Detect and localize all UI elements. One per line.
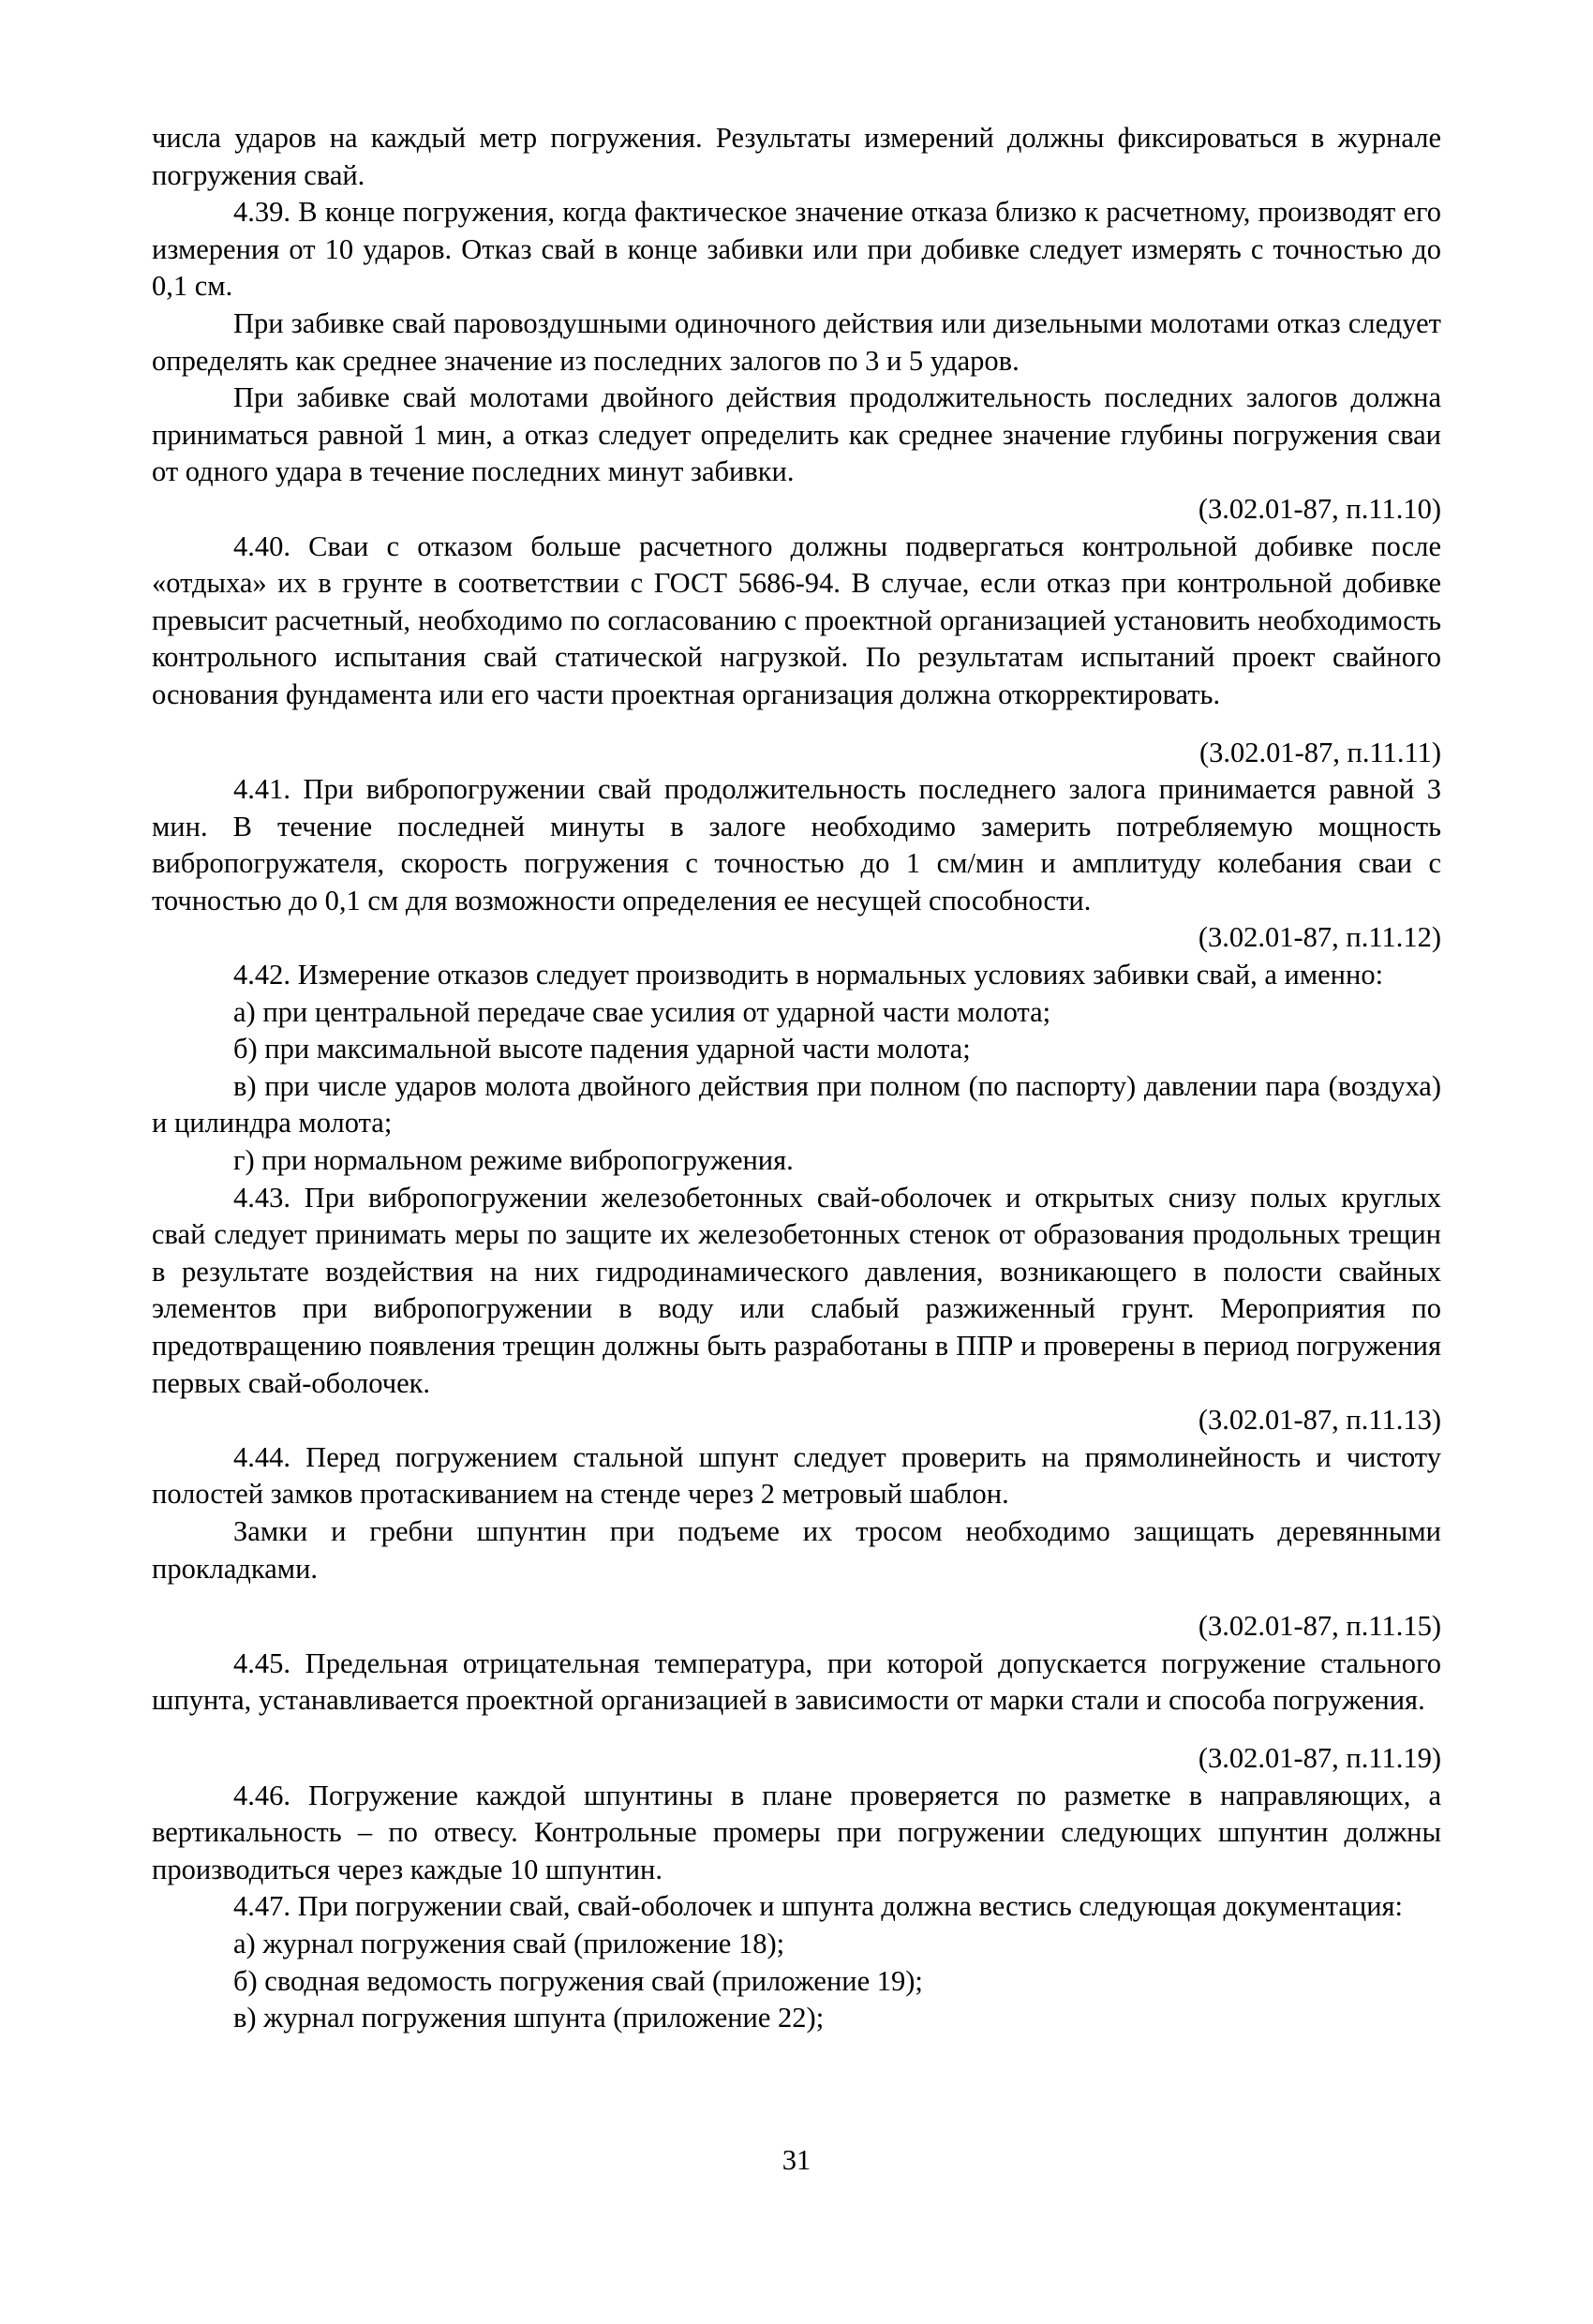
paragraph-4-43: 4.43. При вибропогружении железобетонных свай-оболочек и открытых снизу полых круглых свай следует принимать меры по защите их железобетонных стенок от образования продольных трещин в результате воздействия на них гидродинамического давления, возникающего в полости свайных элементов при вибропогружении в воду или слабый разжиженный грунт. Мероприятия по предотвращению появления трещин должны быть разработаны в ППР и проверены в период погружения первых свай-оболочек. <box>152 1181 1441 1399</box>
reference-11-13: (3.02.01-87, п.11.13) <box>1198 1404 1441 1437</box>
reference-11-11: (3.02.01-87, п.11.11) <box>1198 736 1441 768</box>
list-item-4-42-g: г) при нормальном режиме вибропогружения. <box>233 1144 794 1177</box>
list-item-4-42-b: б) при максимальной высоте падения ударной части молота; <box>233 1033 971 1065</box>
list-item-4-47-b: б) сводная ведомость погружения свай (приложение 19); <box>233 1964 923 1997</box>
paragraph-4-40: 4.40. Сваи с отказом больше расчетного должны подвергаться контрольной добивке после «отдыха» их в грунте в соответствии с ГОСТ 5686-94. В случае, если отказ при контрольной добивке превысит расчетный, необходимо по согласованию с проектной организацией установить необходимость контрольного испытания свай статической нагрузкой. По результатам испытаний проект свайного основания фундамента или его части проектная организация должна откорректировать. <box>152 529 1441 710</box>
paragraph-4-45: 4.45. Предельная отрицательная температура, при которой допускается погружение стального шпунта, устанавливается проектной организацией в зависимости от марки стали и способа погружения. <box>152 1646 1441 1717</box>
document-page <box>152 120 1441 2037</box>
reference-11-10: (3.02.01-87, п.11.10) <box>1198 492 1441 525</box>
reference-11-15: (3.02.01-87, п.11.15) <box>1198 1610 1441 1643</box>
page-number: 31 <box>782 2144 811 2176</box>
paragraph-4-39: 4.39. В конце погружения, когда фактическое значение отказа близко к расчетному, производят его измерения от 10 ударов. Отказ свай в конце забивки или при добивке следует измерять с точностью до 0,1 см. <box>152 196 1441 303</box>
list-item-4-42-a: а) при центральной передаче свае усилия от ударной части молота; <box>233 995 1051 1028</box>
list-item-4-47-v: в) журнал погружения шпунта (приложение 22); <box>233 2002 825 2034</box>
reference-11-12: (3.02.01-87, п.11.12) <box>1198 921 1441 954</box>
paragraph-4-41: 4.41. При вибропогружении свай продолжительность последнего залога принимается равной 3 мин. В течение последней минуты в залоге необходимо замерить потребляемую мощность вибропогружателя, скорость погружения с точностью до 1 см/мин и амплитуду колебания сваи с точностью до 0,1 см для возможности определения ее несущей способности. <box>152 773 1441 916</box>
list-item-4-42-v: в) при числе ударов молота двойного действия при полном (по паспорту) давлении пара (воздуха) и цилиндра молота; <box>152 1069 1441 1140</box>
paragraph-4-44-locks: Замки и гребни шпунтин при подъеме их тросом необходимо защищать деревянными прокладками. <box>152 1514 1441 1585</box>
list-item-4-47-a: а) журнал погружения свай (приложение 18); <box>233 1927 785 1959</box>
paragraph-4-39-double-action: При забивке свай молотами двойного действия продолжительность последних залогов должна приниматься равной 1 мин, а отказ следует определить как среднее значение глубины погружения сваи от одного удара в течение последних минут забивки. <box>152 381 1441 488</box>
paragraph-4-46: 4.46. Погружение каждой шпунтины в плане проверяется по разметке в направляющих, а вертикальность – по отвесу. Контрольные промеры при погружении следующих шпунтин должны производиться через каждые 10 шпунтин. <box>152 1779 1441 1885</box>
paragraph-4-44: 4.44. Перед погружением стальной шпунт следует проверить на прямолинейность и чистоту полостей замков протаскиванием на стенде через 2 метровый шаблон. <box>152 1440 1441 1511</box>
paragraph-4-39-single-action: При забивке свай паровоздушными одиночного действия или дизельными молотами отказ следует определять как среднее значение из последних залогов по 3 и 5 ударов. <box>152 306 1441 377</box>
paragraph-4-42: 4.42. Измерение отказов следует производить в нормальных условиях забивки свай, а именно: <box>233 959 1384 991</box>
paragraph-4-47: 4.47. При погружении свай, свай-оболочек и шпунта должна вестись следующая документация: <box>233 1890 1404 1923</box>
paragraph-continuation: числа ударов на каждый метр погружения. Результаты измерений должны фиксироваться в журнале погружения свай. <box>152 122 1441 191</box>
reference-11-19: (3.02.01-87, п.11.19) <box>1198 1741 1441 1774</box>
